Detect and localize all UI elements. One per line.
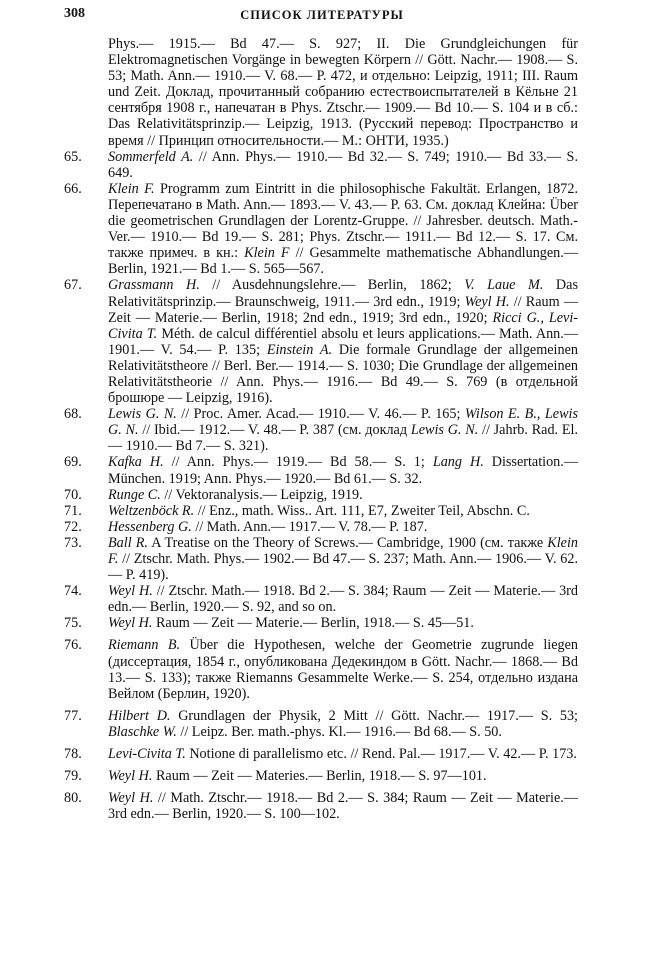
author-name: Einstein A. [266, 341, 333, 358]
reference-list [64, 36, 578, 822]
citation-text: Grundlagen der Physik, 2 Mitt // Gött. Nachr.— 1917.— S. 53; [170, 707, 578, 724]
citation-text: // Raum — Zeit — Materie.— Berlin, 1918; 2nd edn., 1919; 3rd edn., 1920; [108, 293, 579, 326]
reference-text [108, 149, 578, 181]
reference-text [108, 746, 578, 762]
reference-number: 70. [64, 486, 82, 503]
citation-text: // Ann. Phys.— 1919.— Bd 58.— S. 1; [163, 454, 433, 471]
reference-entry [64, 487, 578, 503]
author-name: Klein F [244, 245, 290, 262]
citation-text: // Leipz. Ber. math.-phys. Kl.— 1916.— Bd 68.— S. 50. [176, 723, 502, 740]
reference-number: 75. [64, 615, 82, 632]
reference-entry [64, 583, 578, 615]
author-name: Klein F. [108, 534, 578, 567]
author-name: Riemann B. [108, 637, 181, 654]
reference-entry [64, 708, 578, 740]
reference-number: 71. [64, 502, 82, 519]
running-title: СПИСОК ЛИТЕРАТУРЫ [240, 8, 404, 22]
author-name: Blaschke W. [108, 723, 177, 740]
author-name: Klein F. [108, 180, 155, 197]
author-name: Weyl H. [108, 790, 154, 807]
reference-entry [64, 768, 578, 784]
author-name: Weyl H. [108, 768, 153, 785]
reference-number: 78. [64, 746, 82, 763]
reference-entry [64, 503, 578, 519]
reference-entry [64, 519, 578, 535]
reference-text [108, 768, 578, 784]
reference-number: 74. [64, 583, 82, 600]
reference-text [108, 181, 578, 278]
citation-text: Raum — Zeit — Materie.— Berlin, 1918.— S. 45—51. [152, 615, 474, 632]
citation-text: // Ibid.— 1912.— V. 48.— P. 387 (см. доклад [138, 422, 411, 439]
reference-text [108, 487, 578, 503]
reference-text [108, 615, 578, 631]
reference-number: 80. [64, 790, 82, 807]
reference-entry [64, 406, 578, 454]
citation-text: Das Relativitätsprinzip.— Braunschweig, 1911.— 3rd edn., 1919; [108, 277, 578, 310]
reference-entry [64, 36, 578, 149]
citation-text: Über die Hypothesen, welche der Geometrie zugrunde liegen (диссертация, 1854 г., опубликована Дедекиндом в Gött. Nachr.— 1868.— Bd 13.— S. 133); также Riemanns Gesammelte Werke.— S. 254, отдельно издана Вейлом (Берлин, 1920). [108, 637, 578, 702]
reference-number: 66. [64, 180, 82, 197]
citation-text: // Ausdehnungslehre.— Berlin, 1862; [199, 277, 465, 294]
reference-text [108, 535, 578, 583]
author-name: Hessenberg G. [108, 518, 192, 535]
author-name: Weltzenböck R. [108, 502, 195, 519]
citation-text: // Ann. Phys.— 1910.— Bd 32.— S. 749; 1910.— Bd 33.— S. 649. [108, 148, 578, 181]
reference-number: 76. [64, 637, 82, 654]
author-name: Hilbert D. [108, 707, 171, 724]
reference-text [108, 708, 578, 740]
author-name: Lang H. [432, 454, 484, 471]
citation-text: Notione di parallelismo etc. // Rend. Pal.— 1917.— V. 42.— P. 173. [185, 746, 577, 763]
citation-text: // Gesammelte mathematische Abhandlungen.— Berlin, 1921.— Bd 1.— S. 565—567. [108, 245, 579, 278]
reference-text [108, 503, 578, 519]
author-name: Wilson E. B., Lewis G. N. [108, 406, 578, 439]
reference-number: 73. [64, 534, 82, 551]
author-name: Lewis G. N. [108, 406, 177, 423]
reference-entry [64, 149, 578, 181]
reference-number: 65. [64, 148, 82, 165]
reference-entry [64, 790, 578, 822]
reference-text [108, 406, 578, 454]
citation-text: A Treatise on the Theory of Screws.— Cambridge, 1900 (см. также [147, 534, 548, 551]
citation-text: // Vektoranalysis.— Leipzig, 1919. [160, 486, 363, 503]
author-name: Weyl H. [108, 615, 153, 632]
citation-text: // Math. Ztschr.— 1918.— Bd 2.— S. 384; Raum — Zeit — Materie.— 3rd edn.— Berlin, 1920.— S. 100—102. [108, 790, 578, 823]
page-number: 308 [64, 6, 85, 21]
reference-entry [64, 535, 578, 583]
reference-text [108, 790, 578, 822]
reference-text [108, 637, 578, 701]
reference-number: 77. [64, 707, 82, 724]
reference-text [108, 36, 578, 149]
author-name: Sommerfeld A. [108, 148, 194, 165]
author-name: Ball R. [108, 534, 148, 551]
reference-entry [64, 615, 578, 631]
citation-text: // Jahrb. Rad. El.— 1910.— Bd 7.— S. 321). [108, 422, 579, 455]
citation-text: // Math. Ann.— 1917.— V. 78.— P. 187. [191, 518, 428, 535]
citation-text: // Ztschr. Math.— 1918. Bd 2.— S. 384; Raum — Zeit — Materie.— 3rd edn.— Berlin, 1920.— S. 92, and so on. [108, 583, 578, 616]
reference-number: 72. [64, 518, 82, 535]
reference-text [108, 454, 578, 486]
citation-text: Dissertation.— München. 1919; Ann. Phys.— 1920.— Bd 61.— S. 32. [108, 454, 579, 487]
author-name: Levi-Civita T. [108, 746, 186, 763]
author-name: Grassmann H. [108, 277, 200, 294]
reference-number: 79. [64, 768, 82, 785]
citation-text: // Ztschr. Math. Phys.— 1902.— Bd 47.— S. 237; Math. Ann.— 1906.— V. 62.— P. 419). [108, 551, 578, 584]
reference-entry [64, 277, 578, 406]
author-name: Runge C. [108, 486, 161, 503]
author-name: Lewis G. N. [410, 422, 479, 439]
reference-entry [64, 637, 578, 701]
author-name: Ricci G., Levi-Civita T. [108, 309, 578, 342]
reference-number: 69. [64, 454, 82, 471]
author-name: Weyl H. [108, 583, 153, 600]
reference-entry [64, 746, 578, 762]
reference-entry [64, 181, 578, 278]
citation-text: Raum — Zeit — Materies.— Berlin, 1918.— S. 97—101. [152, 768, 487, 785]
author-name: Kafka H. [108, 454, 164, 471]
citation-text: Programm zum Eintritt in die philosophische Fakultät. Erlangen, 1872. Перепечатано в Math. Ann.— 1893.— V. 43.— P. 63. См. доклад Клейна: Über die geometrischen Grundlagen der Lorentz-Gruppe. // Jahresber. deutsch. Math.-Ver.— 1910.— Bd 19.— S. 281; Phys. Ztschr.— 1911.— Bd 12.— S. 17. См. также примеч. в кн.: [108, 180, 578, 262]
citation-text: Die formale Grundlage der allgemeinen Relativitätstheore // Berl. Ber.— 1914.— S. 1030; Die Grundlage der allgemeinen Relativitätstheorie // Ann. Phys.— 1916.— Bd 49.— S. 769 (в отдельной брошюре — Leipzig, 1916). [108, 341, 578, 407]
reference-text [108, 277, 578, 406]
reference-number: 67. [64, 277, 82, 294]
citation-text: // Proc. Amer. Acad.— 1910.— V. 46.— P. 165; [176, 406, 465, 423]
reference-text [108, 583, 578, 615]
citation-text: Phys.— 1915.— Bd 47.— S. 927; II. Die Grundgleichungen für Elektromagnetischen Vorgänge in bewegten Körpern // Gött. Nachr.— 1908.— S. 53; Math. Ann.— 1910.— V. 68.— P. 472, и отдельно: Leipzig, 1911; III. Raum und Zeit. Доклад, прочитанный собранию естествоиспытателей в Кёльне 21 сентября 1908 г., напечатан в Phys. Ztschr.— 1909.— Bd 10.— S. 104 и в сб.: Das Relativitätsprinzip.— Leipzig, 1913. (Русский перевод: Пространство и время // Принцип относительности.— М.: ОНТИ, 1935.) [108, 36, 578, 149]
page-header [64, 6, 580, 28]
citation-text: Méth. de calcul différentiel absolu et leurs applications.— Math. Ann.— 1901.— V. 54.— P. 135; [108, 325, 579, 358]
author-name: V. Laue M. [464, 277, 544, 294]
author-name: Weyl H. [464, 293, 510, 310]
reference-entry [64, 454, 578, 486]
reference-number: 68. [64, 406, 82, 423]
reference-text [108, 519, 578, 535]
citation-text: // Enz., math. Wiss.. Art. 111, E7, Zweiter Teil, Abschn. C. [194, 502, 530, 519]
